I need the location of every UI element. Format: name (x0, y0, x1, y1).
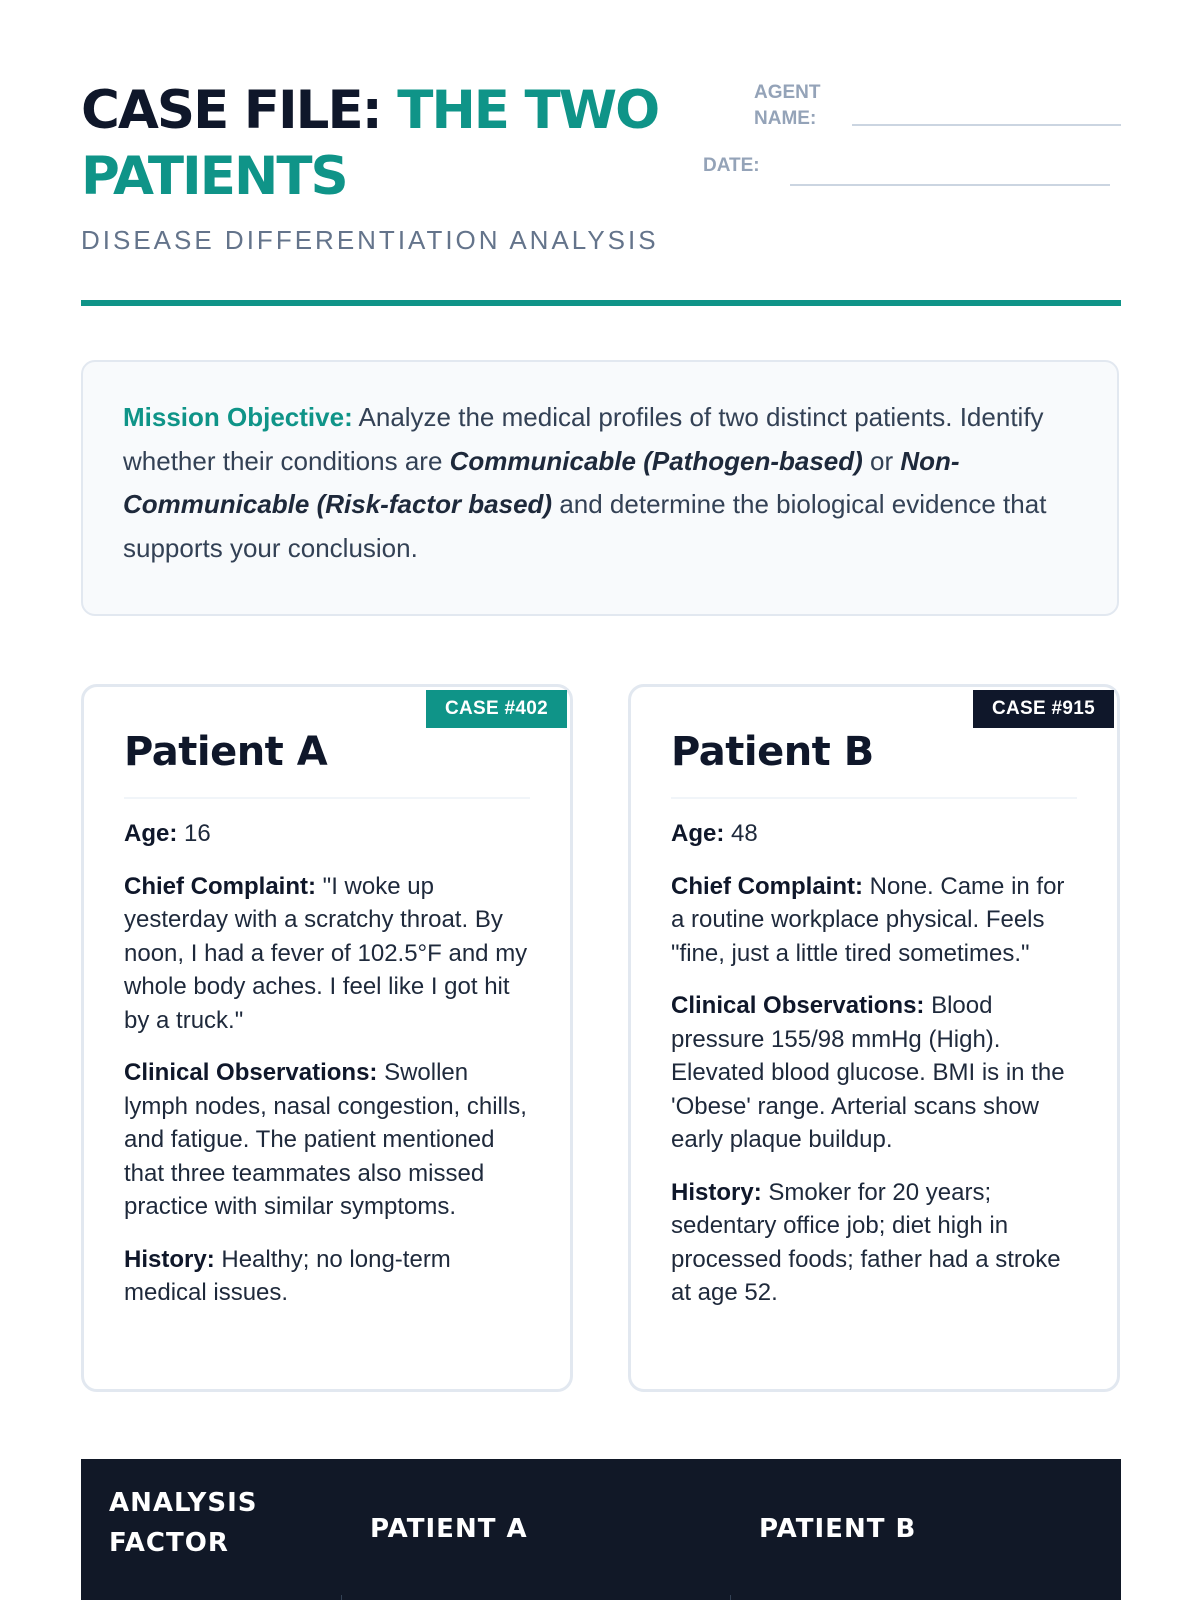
page-subtitle: DISEASE DIFFERENTIATION ANALYSIS (81, 225, 659, 255)
header-analysis-factor: ANALYSIS FACTOR (109, 1488, 258, 1558)
column-separator (341, 1595, 342, 1600)
history-value: Smoker for 20 years; sedentary office job; diet high in processed foods; father had a stroke at age 52. (671, 1178, 1061, 1306)
complaint-value: "I woke up yesterday with a scratchy throat. By noon, I had a fever of 102.5°F and my whole body aches. I feel like I got hit by a truck." (124, 872, 528, 1034)
patient-history (671, 1176, 1077, 1310)
patient-history (124, 1243, 530, 1310)
history-label: History: (124, 1245, 215, 1273)
patient-observations (671, 989, 1077, 1157)
observations-label: Clinical Observations: (671, 992, 925, 1019)
mission-emphasis-noncommunicable: Non-Communicable (Risk-factor based) (123, 445, 960, 519)
title-highlight: THE TWO PATIENTS (81, 80, 659, 207)
observations-value: Blood pressure 155/98 mmHg (High). Elevated blood glucose. BMI is in the 'Obese' range. Arterial scans show early plaque buildup. (671, 992, 1065, 1153)
patient-details (124, 817, 530, 1329)
patient-card-b (628, 684, 1120, 1392)
complaint-label: Chief Complaint: (671, 872, 863, 900)
observations-value: Swollen lymph nodes, nasal congestion, chills, and fatigue. The patient mentioned that three teammates also missed practice with similar symptoms. (124, 1059, 527, 1220)
patient-age (124, 817, 530, 851)
history-label: History: (671, 1178, 762, 1206)
patient-details (671, 817, 1077, 1329)
patient-age (671, 817, 1077, 851)
patient-card-a (81, 684, 573, 1392)
column-separator (730, 1595, 731, 1600)
patient-name: Patient A (124, 729, 328, 775)
history-value: Healthy; no long-term medical issues. (124, 1245, 451, 1306)
complaint-label: Chief Complaint: (124, 872, 316, 900)
analysis-table-header (81, 1459, 1121, 1600)
header-divider (81, 300, 1121, 306)
header-patient-a: PATIENT A (370, 1514, 528, 1544)
complaint-value: None. Came in for a routine workplace physical. Feels "fine, just a little tired sometimes." (671, 872, 1065, 967)
mission-text-1: Analyze the medical profiles of two distinct patients. Identify whether their conditions are (123, 402, 1044, 476)
observations-label: Clinical Observations: (124, 1059, 378, 1086)
mission-lead: Mission Objective: (123, 402, 353, 432)
patient-observations (124, 1056, 530, 1224)
worksheet-page (81, 0, 1121, 1600)
patient-name: Patient B (671, 729, 874, 775)
card-divider (124, 797, 530, 799)
agent-name-label: AGENT NAME: (754, 82, 821, 129)
age-value: 16 (177, 820, 211, 847)
agent-name-field[interactable] (852, 124, 1121, 126)
mission-objective-box (81, 360, 1119, 616)
mission-text-3: and determine the biological evidence that supports your conclusion. (123, 489, 1047, 563)
mission-text-2: or (862, 445, 901, 476)
card-divider (671, 797, 1077, 799)
patient-complaint (671, 870, 1077, 971)
header-patient-b: PATIENT B (759, 1514, 917, 1544)
mission-emphasis-communicable: Communicable (Pathogen-based) (449, 445, 863, 476)
case-badge: CASE #915 (973, 690, 1114, 728)
case-badge: CASE #402 (426, 690, 567, 728)
date-label: DATE: (703, 155, 760, 176)
age-value: 48 (724, 820, 758, 847)
age-label: Age: (124, 820, 178, 847)
title-prefix: CASE FILE: (81, 80, 398, 141)
patient-complaint (124, 870, 530, 1038)
age-label: Age: (671, 820, 725, 847)
page-title (81, 78, 721, 210)
date-field[interactable] (790, 184, 1110, 186)
